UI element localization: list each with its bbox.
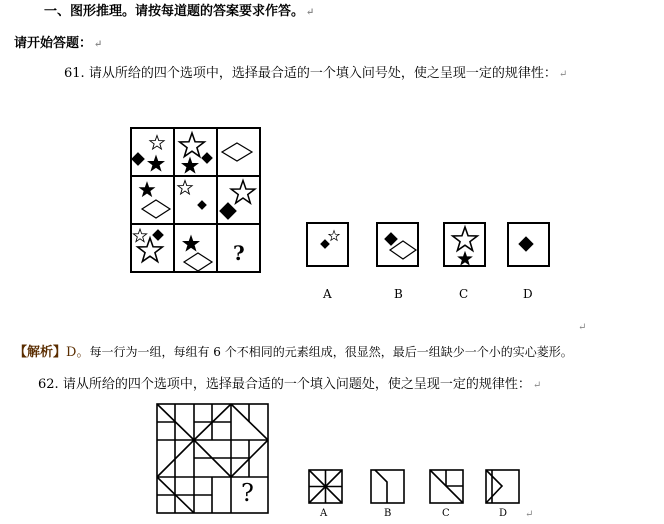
paragraph-mark: ↵ bbox=[532, 380, 542, 391]
q61-option-d-label[interactable]: D bbox=[523, 287, 533, 301]
paragraph-mark: ↵ bbox=[306, 7, 315, 18]
q61-number: 61. bbox=[64, 66, 85, 81]
section-title-text: 一、图形推理。请按每道题的答案要求作答。 bbox=[44, 4, 305, 19]
paragraph-mark: ↵ bbox=[94, 39, 103, 50]
q62-option-c-label[interactable]: C bbox=[442, 508, 450, 519]
q62-option-b-label[interactable]: B bbox=[384, 508, 392, 519]
q61-option-b-label[interactable]: B bbox=[394, 287, 403, 301]
q62-option-d-label[interactable]: D bbox=[499, 508, 508, 519]
q62-prompt-text: 请从所给的四个选项中，选择最合适的一个填入问题处，使之呈现一定的规律性： bbox=[62, 377, 531, 392]
q62-option-c-figure bbox=[430, 470, 463, 503]
intro-label: 请开始答题： bbox=[14, 36, 93, 51]
paragraph-mark: ↵ bbox=[578, 322, 587, 333]
q62-option-d-figure bbox=[486, 470, 519, 503]
q61-question-mark: ? bbox=[233, 241, 245, 265]
explanation-label: 【解析】 bbox=[14, 345, 67, 360]
q62-number: 62. bbox=[38, 377, 59, 392]
q61-option-c-label[interactable]: C bbox=[459, 287, 469, 301]
paragraph-mark: ↵ bbox=[558, 69, 568, 80]
explanation-answer: D。 bbox=[66, 345, 90, 360]
q61-option-a-label[interactable]: A bbox=[323, 287, 332, 301]
q62-option-b-figure bbox=[371, 470, 404, 503]
explanation-text: 每一行为一组，每组有 6 个不相同的元素组成，很显然，最后一组缺少一个小的实心菱形。 bbox=[89, 345, 573, 359]
q62-question-mark: ? bbox=[241, 479, 254, 507]
q61-prompt-text: 请从所给的四个选项中，选择最合适的一个填入问号处，使之呈现一定的规律性： bbox=[88, 66, 557, 81]
q62-option-a-figure bbox=[309, 470, 342, 503]
q62-option-a-label[interactable]: A bbox=[320, 508, 328, 519]
paragraph-mark: ↵ bbox=[525, 509, 534, 520]
